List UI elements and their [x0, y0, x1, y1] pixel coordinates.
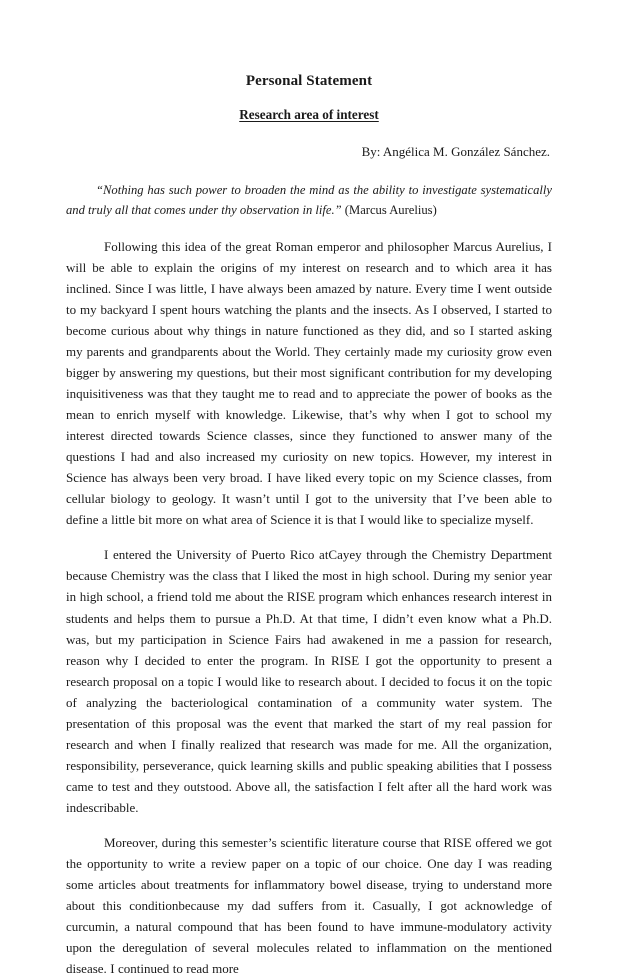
- author-byline: By: Angélica M. González Sánchez.: [361, 143, 550, 159]
- paragraph-1: Following this idea of the great Roman emperor and philosopher Marcus Aurelius, I will be able to explain the origins of my interest on research and to which area it has inclined. Since I was little, I have always been amazed by nature. Every time I went outside to my backyard I spent hours watching the plants and the insects. As I observed, I started to become curious about why things in nature functioned as they did, and so I started asking my parents and grandparents about the World. They certainly made my curiosity grow even bigger by answering my questions, but their most significant contribution for my developing inquisitiveness was that they taught me to read and to appreciate the power of books as the mean to enrich myself with knowledge. Likewise, that’s why when I got to school my interest directed towards Science classes, since they functioned to answer many of the questions I had and also increased my curiosity on new topics. However, my interest in Science has always been very broad. I have liked every topic on my Science classes, from cellular biology to geology. It wasn’t until I got to the university that I’ve been able to define a little bit more on what area of Science it is that I would like to specialize myself.: [66, 238, 552, 528]
- document-subtitle: [66, 90, 552, 123]
- document-subtitle-text: Research area of interest: [239, 107, 379, 122]
- epigraph-quote: [66, 159, 552, 219]
- document-body: [66, 0, 552, 979]
- epigraph-attribution-text: (Marcus Aurelius): [344, 202, 437, 217]
- paragraph-2: I entered the University of Puerto Rico atCayey through the Chemistry Department because Chemistry was the class that I liked the most in high school. During my senior year in high school, a friend told me about the RISE program which enhances research interest in students and helps them to pursue a Ph.D. At that time, I didn’t even know what a Ph.D. was, but my participation in Science Fairs had awakened in me a passion for research, reason why I decided to enter the program. In RISE I got the opportunity to present a research proposal on a topic I would like to research about. I decided to focus it on the topic of analyzing the bacteriological contamination of a community water system. The presentation of this proposal was the event that marked the start of my real passion for research and when I finally realized that research was made for me. All the organization, responsibility, perseverance, quick learning skills and public speaking abilities that I possess came to test and they outstood. Above all, the satisfaction I felt after all the hard work was indescribable.: [66, 547, 552, 815]
- epigraph-quote-text: “Nothing has such power to broaden the mind as the ability to investigate systematically and truly all that comes under thy observation in life.”: [66, 183, 552, 217]
- epigraph-attribution: [342, 203, 437, 217]
- page-title: Personal Statement: [245, 73, 373, 89]
- paragraph-3: Moreover, during this semester’s scientific literature course that RISE offered we got the opportunity to write a review paper on a topic of our choice. One day I was reading some articles about treatments for inflammatory bowel disease, trying to understand more about this conditionbecause my dad suffers from it. Casually, I got acknowledge of curcumin, a natural compound that has been found to have immune-modulatory activity upon the deregulation of several molecules related to inflammation on the mentioned disease. I continued to read more: [66, 834, 552, 977]
